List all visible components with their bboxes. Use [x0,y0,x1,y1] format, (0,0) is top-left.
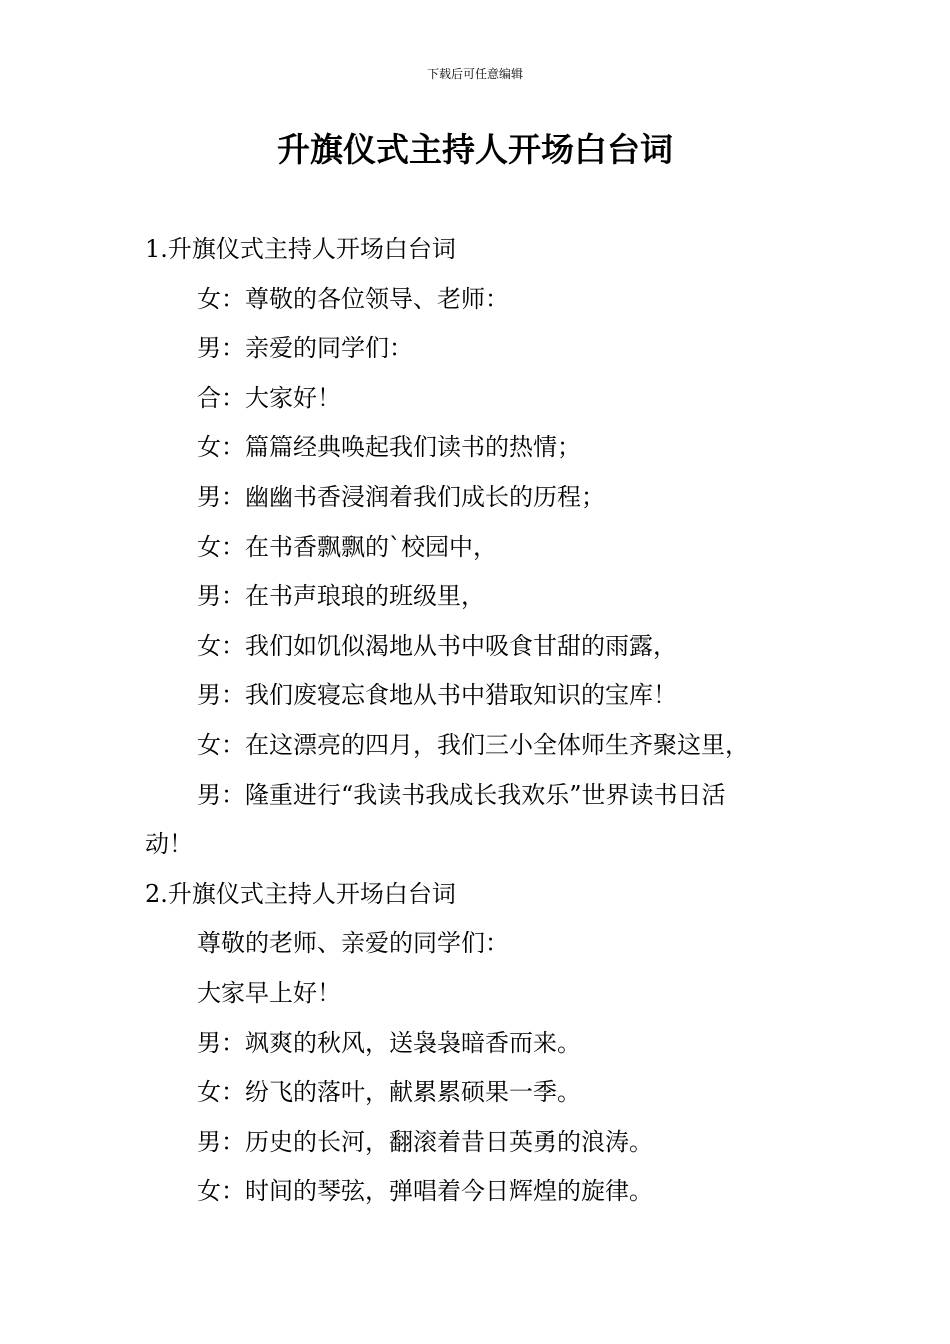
header-note: 下载后可任意编辑 [426,67,523,81]
document-title: 升旗仪式主持人开场白台词 [277,130,673,169]
document-body [145,225,810,1217]
text-line: 男：历史的长河，翻滚着昔日英勇的浪涛。 [197,1127,653,1156]
text-line: 男：在书声琅琅的班级里， [197,582,485,611]
text-line: 大家早上好！ [197,978,341,1007]
text-line: 男：幽幽书香浸润着我们成长的历程； [197,482,605,511]
text-line: 男：我们废寝忘食地从书中猎取知识的宝库！ [197,681,677,710]
text-line: 动！ [145,830,193,859]
text-line: 男：亲爱的同学们： [197,334,413,363]
text-line: 女：纷飞的落叶，献累累硕果一季。 [197,1078,581,1107]
text-line: 男：飒爽的秋风，送袅袅暗香而来。 [197,1028,581,1057]
text-line: 女：尊敬的各位领导、老师： [197,284,509,313]
text-line: 1.升旗仪式主持人开场白台词 [145,235,456,263]
text-line: 合：大家好！ [197,383,341,412]
text-line: 女：在这漂亮的四月，我们三小全体师生齐聚这里， [197,730,749,759]
text-line: 男：隆重进行“我读书我成长我欢乐”世界读书日活 [197,780,726,809]
text-line: 女：在书香飘飘的`校园中， [197,532,497,561]
text-line: 女：时间的琴弦，弹唱着今日辉煌的旋律。 [197,1177,653,1206]
text-line: 2.升旗仪式主持人开场白台词 [145,879,456,908]
text-line: 尊敬的老师、亲爱的同学们： [197,929,509,958]
text-line: 女：篇篇经典唤起我们读书的热情； [197,433,581,462]
text-line: 女：我们如饥似渴地从书中吸食甘甜的雨露， [197,631,677,660]
